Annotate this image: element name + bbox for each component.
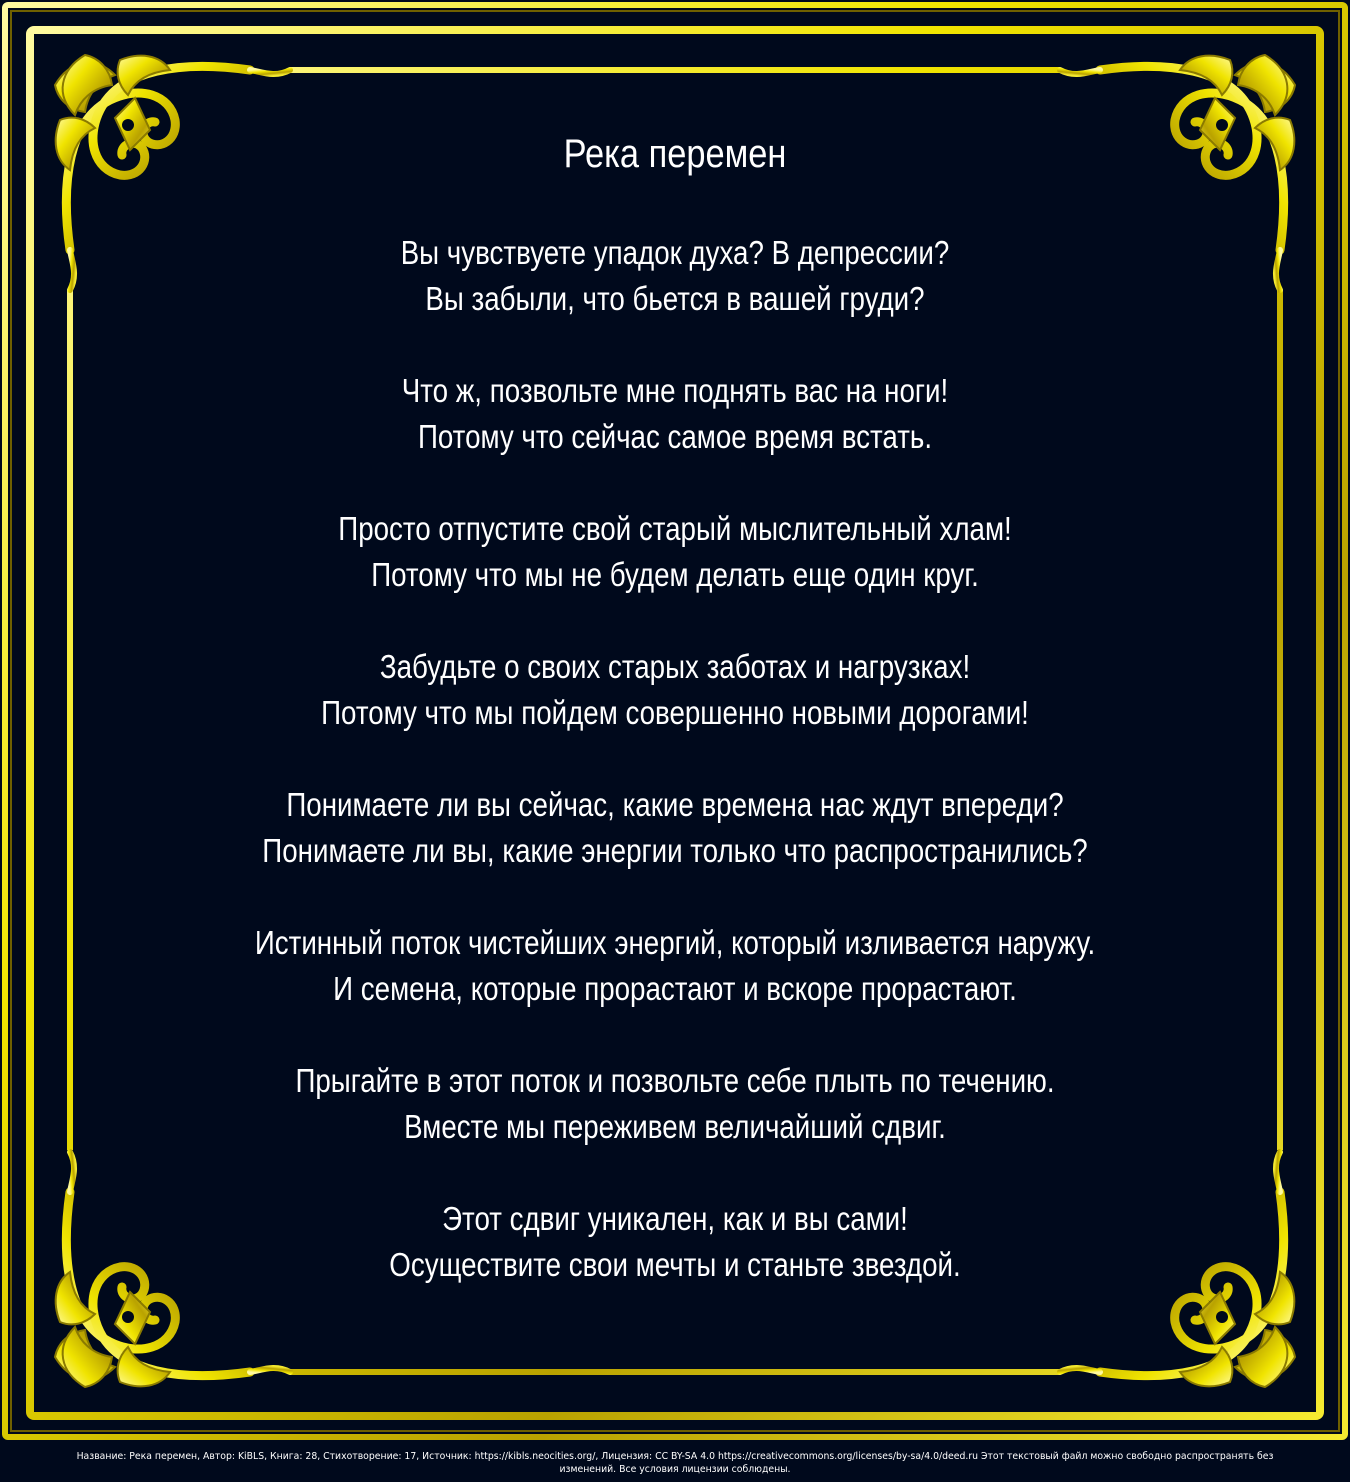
footer-line: изменений. Все условия лицензии соблюдены. [559, 1464, 791, 1475]
poem-line: Забудьте о своих старых заботах и нагрузках! [379, 648, 971, 685]
stanza [0, 1058, 1350, 1150]
poem-line: Вы забыли, что бьется в вашей груди? [425, 280, 925, 317]
stanza [0, 1196, 1350, 1288]
poem-line: Потому что сейчас самое время встать. [417, 418, 933, 455]
poem-line: Понимаете ли вы сейчас, какие времена нас ждут впереди? [286, 786, 1064, 823]
poem-line: Осуществите свои мечты и станьте звездой. [389, 1246, 961, 1283]
poem-line: Понимаете ли вы, какие энергии только что распространились? [262, 832, 1088, 869]
poem-line: Вы чувствуете упадок духа? В депрессии? [400, 234, 950, 271]
poem-line: Истинный поток чистейших энергий, который изливается наружу. [254, 924, 1096, 961]
poem-line: Просто отпустите свой старый мыслительный хлам! [338, 510, 1012, 547]
poem-line: Этот сдвиг уникален, как и вы сами! [442, 1200, 908, 1237]
stanza [0, 782, 1350, 874]
license-footer [0, 1450, 1350, 1476]
poem-line: И семена, которые прорастают и вскоре прорастают. [333, 970, 1017, 1007]
footer-line: Название: Река перемен, Автор: KiBLS, Книга: 28, Стихотворение: 17, Источник: https://kibls.neocities.org/, Лицензия: CC BY-SA 4.0 https://creativecommons.org/licenses/by-sa/4.0/deed.ru Этот текстовый файл можно свободно распространять без [76, 1451, 1274, 1462]
poem-title: Река перемен [563, 132, 787, 176]
stanza [0, 506, 1350, 598]
poem-line: Потому что мы пойдем совершенно новыми дорогами! [321, 694, 1029, 731]
stanza [0, 368, 1350, 460]
poem-line: Прыгайте в этот поток и позвольте себе плыть по течению. [295, 1062, 1055, 1099]
poem-body [0, 230, 1350, 1334]
stanza [0, 920, 1350, 1012]
poem-line: Что ж, позвольте мне поднять вас на ноги! [401, 372, 949, 409]
poem-line: Вместе мы переживем величайший сдвиг. [404, 1108, 946, 1145]
stanza [0, 644, 1350, 736]
poem-line: Потому что мы не будем делать еще один круг. [371, 556, 979, 593]
stanza [0, 230, 1350, 322]
